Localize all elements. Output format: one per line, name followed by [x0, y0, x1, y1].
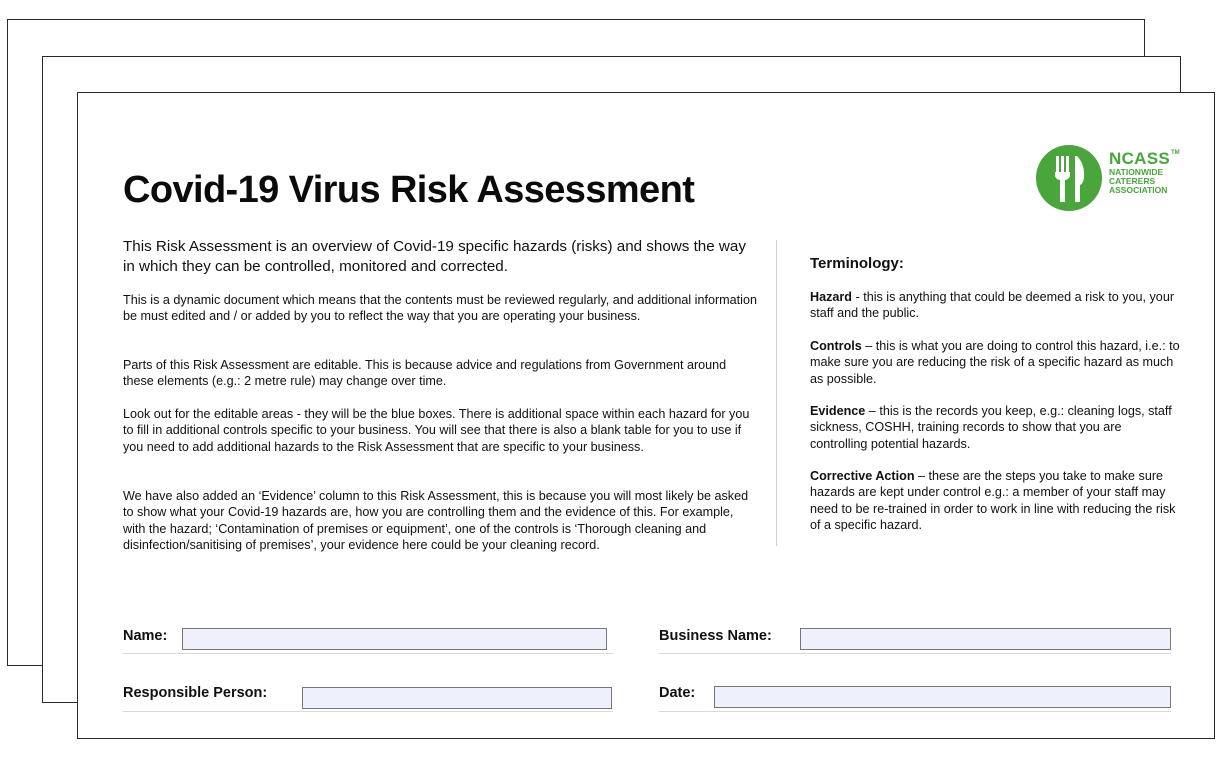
definition-controls: – this is what you are doing to control this hazard, i.e.: to make sure you are reducing the risk of a specific hazard as much as possible.	[810, 339, 1180, 386]
intro-paragraph: This Risk Assessment is an overview of Covid-19 specific hazards (risks) and shows the way in which they can be controlled, monitored and corrected.	[123, 238, 746, 275]
term-controls: Controls	[810, 339, 862, 353]
term-evidence: Evidence	[810, 404, 866, 418]
responsible-person-input[interactable]	[302, 687, 612, 709]
column-divider	[776, 240, 777, 546]
logo-wordmark	[1109, 150, 1180, 195]
name-underline	[123, 653, 613, 654]
business-name-label: Business Name:	[659, 628, 772, 644]
definition-corrective-action: – these are the steps you take to make sure hazards are kept under control e.g.: a member of your staff may need to be re-trained in order to work in line with reducing the risk of a specific hazard.	[810, 469, 1176, 533]
body-paragraph-1: This is a dynamic document which means that the contents must be reviewed regularly, and additional information be must edited and / or added by you to reflect the way that you are operating your business.	[123, 293, 757, 324]
business-name-input[interactable]	[800, 628, 1171, 650]
logo-line-2: CATERERS	[1109, 176, 1156, 186]
definition-evidence: – this is the records you keep, e.g.: cleaning logs, staff sickness, COSHH, training records to show that you are controlling potential hazards.	[810, 404, 1172, 451]
date-underline	[659, 711, 1171, 712]
body-paragraph-3: Look out for the editable areas - they will be the blue boxes. There is additional space within each hazard for you to fill in additional controls specific to your business. You will see that there is also a blank table for you to use if you need to add additional hazards to the Risk Assessment that are specific to your business.	[123, 407, 750, 454]
terminology-heading: Terminology:	[810, 255, 904, 272]
date-label: Date:	[659, 685, 696, 701]
body-paragraph-2: Parts of this Risk Assessment are editable. This is because advice and regulations from Government around these elements (e.g.: 2 metre rule) may change over time.	[123, 358, 727, 389]
logo-line-3: ASSOCIATION	[1109, 185, 1168, 195]
definition-hazard: - this is anything that could be deemed a risk to you, your staff and the public.	[810, 290, 1175, 321]
terminology-item-hazard	[810, 289, 1180, 322]
body-paragraph-4: We have also added an ‘Evidence’ column to this Risk Assessment, this is because you will most likely be asked to show what your Covid-19 hazards are, how you are controlling them and the evidence of this. For example, with the hazard; ‘Contamination of premises or equipment’, one of the controls is ‘Thorough cleaning and disinfection/sanitising of premises’, your evidence here could be your cleaning record.	[123, 489, 749, 553]
logo-brand: NCASS	[1109, 149, 1171, 168]
document-page	[77, 92, 1215, 739]
date-input[interactable]	[714, 686, 1171, 708]
ncass-logo	[1035, 144, 1180, 214]
terminology-item-evidence	[810, 403, 1180, 452]
name-label: Name:	[123, 628, 168, 644]
logo-line-1: NATIONWIDE	[1109, 167, 1164, 177]
fork-knife-icon	[1035, 144, 1103, 212]
responsible-person-underline	[123, 711, 613, 712]
name-input[interactable]	[182, 628, 607, 650]
term-hazard: Hazard	[810, 290, 852, 304]
terminology-item-corrective-action	[810, 468, 1180, 534]
responsible-person-label: Responsible Person:	[123, 685, 268, 701]
document-title: Covid-19 Virus Risk Assessment	[123, 169, 695, 211]
business-name-underline	[659, 653, 1171, 654]
logo-trademark: TM	[1171, 150, 1180, 156]
term-corrective-action: Corrective Action	[810, 469, 915, 483]
terminology-item-controls	[810, 338, 1180, 387]
